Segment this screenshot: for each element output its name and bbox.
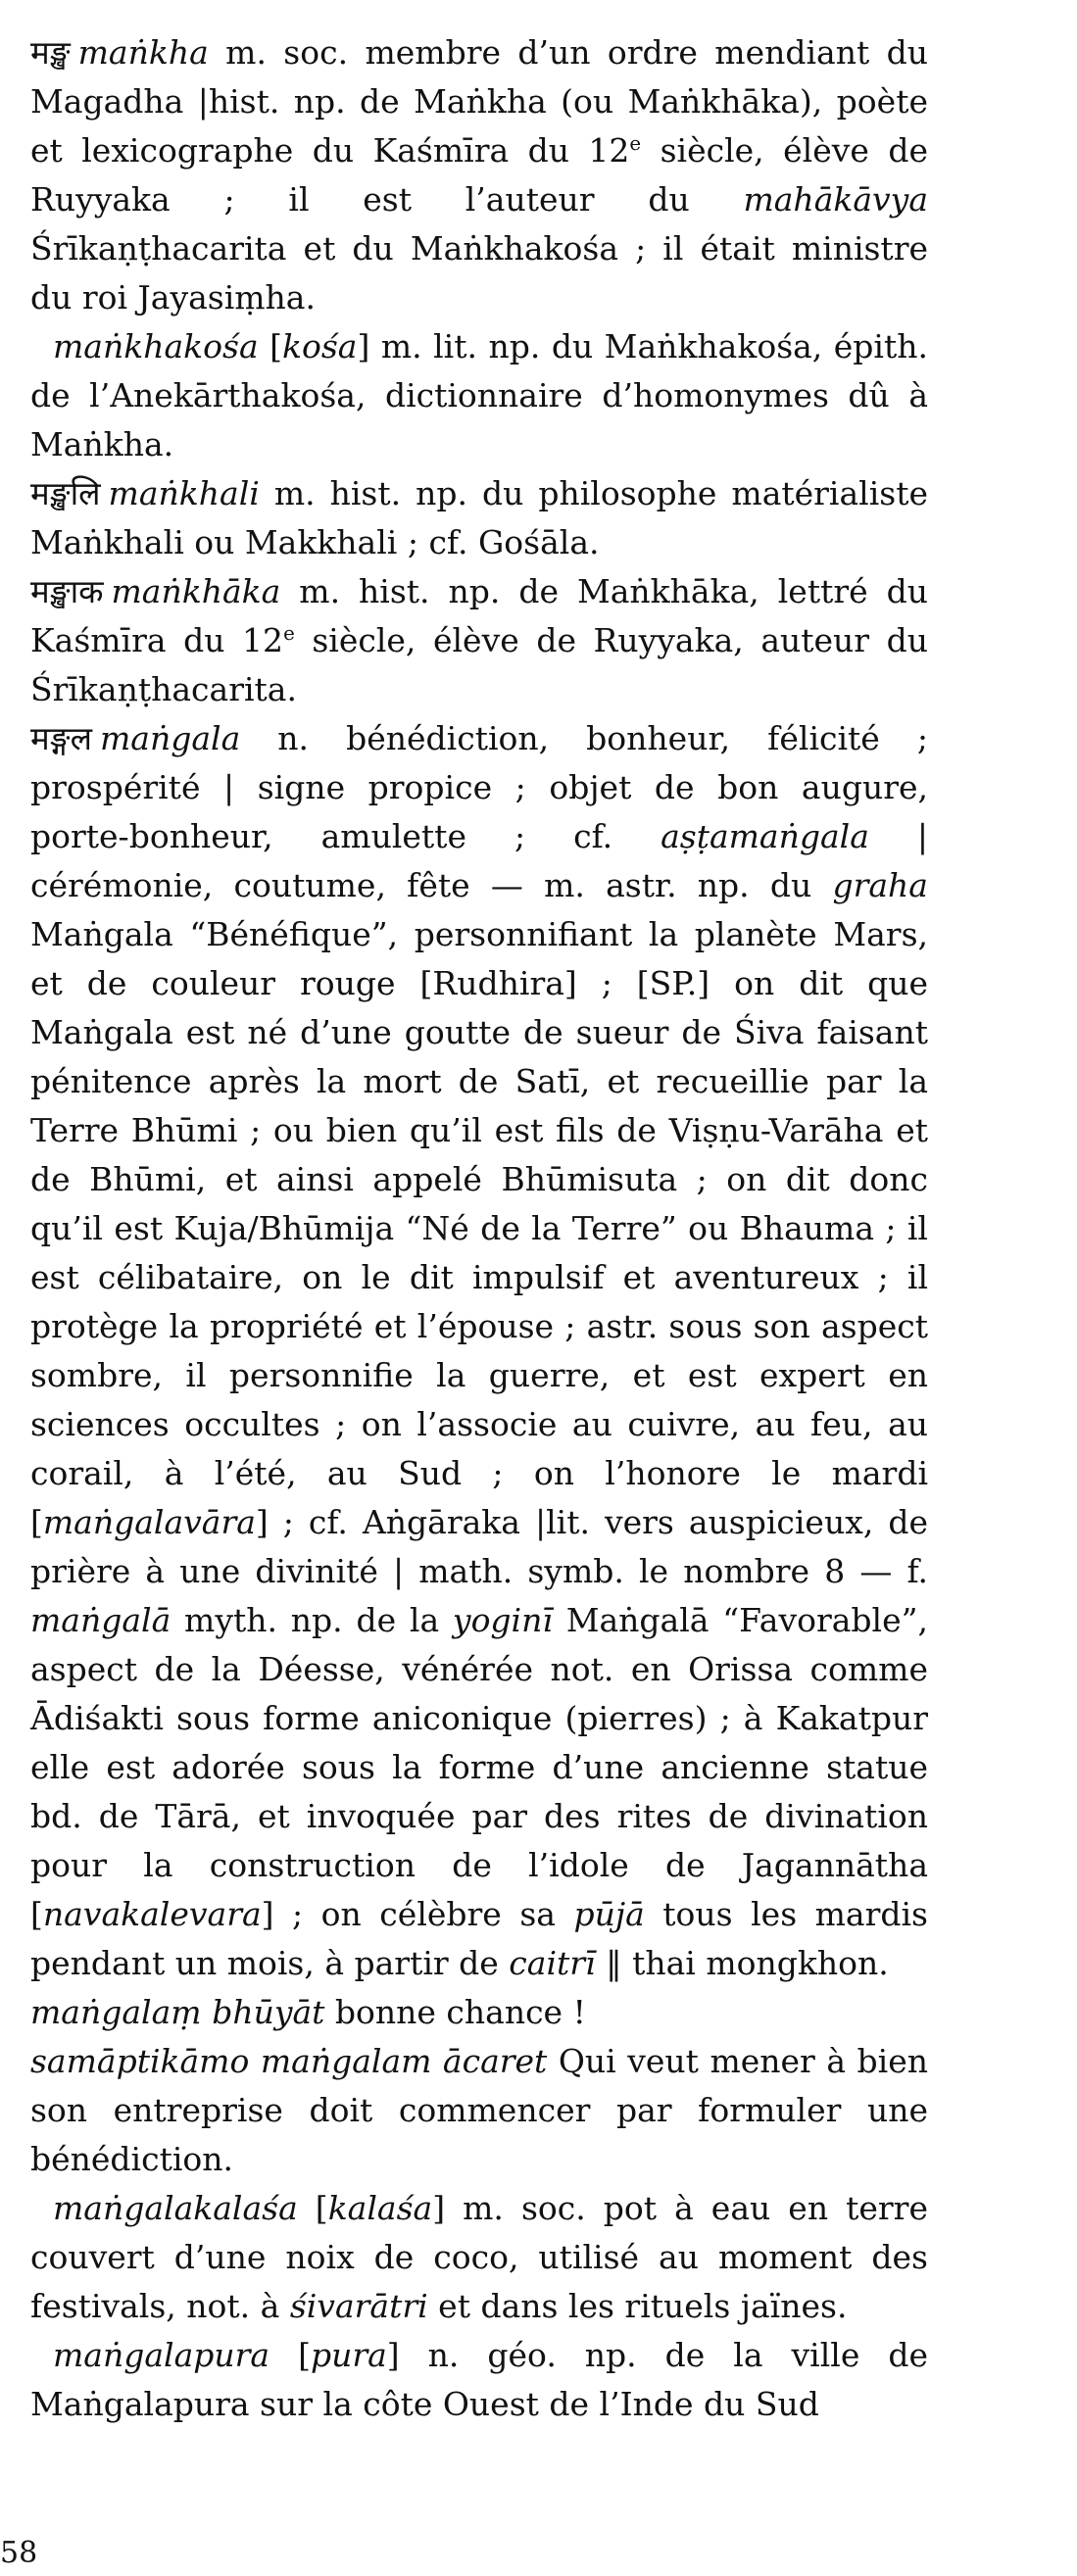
term: pūjā — [573, 1895, 645, 1933]
term: pura — [310, 2336, 387, 2374]
definition-text: Maṅgalā “Favorable”, aspect de la Déesse, vénérée not. en Orissa comme Ādiśakti sous forme aniconique (pierres) ; à Kakatpur elle est adorée sous la forme d’une ancienne statue bd. de Tārā, et invoquée par des rites de divination pour la construction de l’idole de Jagannātha [ — [30, 1601, 928, 1933]
definition-text: [ — [269, 2336, 311, 2374]
headword: maṅgala — [100, 719, 241, 757]
term: śivarātri — [289, 2287, 428, 2325]
term: kalaśa — [327, 2189, 433, 2227]
term: yoginī — [452, 1601, 553, 1639]
entry-mangala — [30, 714, 928, 1988]
entry-mankhakosa — [30, 322, 928, 469]
term: maṅgalā — [30, 1601, 171, 1639]
term: maṅgalavāra — [42, 1503, 256, 1541]
devanagari-headword: मङ्खलि — [30, 474, 101, 512]
superscript: e — [283, 622, 295, 645]
definition-text: ] m. lit. np. du Maṅkhakośa, épith. de l’Anekārthakośa, dictionnaire d’homonymes dû à Maṅkha. — [30, 327, 928, 463]
devanagari-headword: मङ्खाक — [30, 572, 104, 610]
term: aṣṭamaṅgala — [661, 817, 869, 855]
definition-text: m. soc. membre d’un ordre mendiant du Magadha |hist. np. de Maṅkha (ou Maṅkhāka), poète et lexicographe du Kaśmīra du 12 — [30, 33, 928, 170]
term: navakalevara — [42, 1895, 262, 1933]
phrase-translation: bonne chance ! — [324, 1993, 586, 2031]
entry-mankhaka — [30, 567, 928, 714]
phrase-samaptikamo — [30, 2037, 928, 2184]
entry-mankha — [30, 28, 928, 322]
definition-text: ] n. géo. np. de la ville de Maṅgalapura sur la côte Ouest de l’Inde du Sud — [30, 2336, 928, 2423]
definition-text: Śrīkaṇṭhacarita et du Maṅkhakośa ; il était ministre du roi Jayasiṃha. — [30, 229, 928, 316]
term: caitrī — [509, 1944, 596, 1982]
definition-text: n. bénédiction, bonheur, félicité ; prospérité | signe propice ; objet de bon augure, porte-bonheur, amulette ; cf. — [30, 719, 928, 855]
definition-text: tous les mardis pendant un mois, à partir de — [30, 1895, 928, 1982]
headword: maṅkhāka — [111, 572, 281, 610]
entry-mankhali — [30, 469, 928, 567]
definition-text: m. hist. np. de Maṅkhāka, lettré du Kaśmīra du 12 — [30, 572, 928, 659]
definition-text: m. hist. np. du philosophe matérialiste Maṅkhali ou Makkhali ; cf. Gośāla. — [30, 474, 928, 561]
definition-text: ] ; cf. Aṅgāraka |lit. vers auspicieux, de prière à une divinité | math. symb. le nombre 8 — f. — [30, 1503, 928, 1590]
definition-text: siècle, élève de Ruyyaka, auteur du Śrīkaṇṭhacarita. — [30, 621, 928, 708]
definition-text: ] ; on célèbre sa — [261, 1895, 574, 1933]
headword: maṅgalakalaśa — [53, 2189, 298, 2227]
entry-mangalapura — [30, 2331, 928, 2429]
dictionary-page — [30, 28, 928, 2429]
term: graha — [832, 866, 928, 904]
definition-text: | cérémonie, coutume, fête — m. astr. np. du — [30, 817, 929, 904]
definition-text: [ — [297, 2189, 328, 2227]
entry-mangalakalasa — [30, 2184, 928, 2331]
definition-text: [ — [258, 327, 282, 365]
term: kośa — [282, 327, 358, 365]
definition-text: ‖ thai mongkhon. — [595, 1944, 889, 1982]
headword: maṅkhali — [108, 474, 260, 512]
devanagari-headword: मङ्ख — [30, 33, 71, 72]
headword: maṅgalapura — [53, 2336, 270, 2374]
definition-text: siècle, élève de Ruyyaka ; il est l’auteur du — [30, 131, 928, 219]
phrase-mangalam-bhuyat — [30, 1988, 928, 2037]
definition-text: myth. np. de la — [171, 1601, 453, 1639]
phrase: samāptikāmo maṅgalam ācaret — [30, 2042, 548, 2080]
headword: maṅkhakośa — [53, 327, 259, 365]
superscript: e — [629, 132, 642, 155]
page-number: 58 — [0, 2536, 38, 2570]
phrase: maṅgalaṃ bhūyāt — [30, 1993, 325, 2031]
devanagari-headword: मङ्गल — [30, 719, 92, 757]
phrase-translation: Qui veut mener à bien son entreprise doit commencer par formuler une bénédiction. — [30, 2042, 928, 2178]
definition-text: et dans les rituels jaïnes. — [427, 2287, 848, 2325]
definition-text: Maṅgala “Bénéfique”, personnifiant la planète Mars, et de couleur rouge [Rudhira] ; [SP.] on dit que Maṅgala est né d’une goutte de sueur de Śiva faisant pénitence après la mort de Satī, et recueillie par la Terre Bhūmi ; ou bien qu’il est fils de Viṣṇu-Varāha et de Bhūmi, et ainsi appelé Bhūmisuta ; on dit donc qu’il est Kuja/Bhūmija “Né de la Terre” ou Bhauma ; il est célibataire, on le dit impulsif et aventureux ; il protège la propriété et l’épouse ; astr. sous son aspect sombre, il personnifie la guerre, et est expert en sciences occultes ; on l’associe au cuivre, au feu, au corail, à l’été, au Sud ; on l’honore le mardi [ — [30, 915, 928, 1541]
term: mahākāvya — [743, 180, 928, 219]
headword: maṅkha — [77, 33, 209, 72]
definition-text: ] m. soc. pot à eau en terre couvert d’une noix de coco, utilisé au moment des festivals, not. à — [30, 2189, 928, 2325]
